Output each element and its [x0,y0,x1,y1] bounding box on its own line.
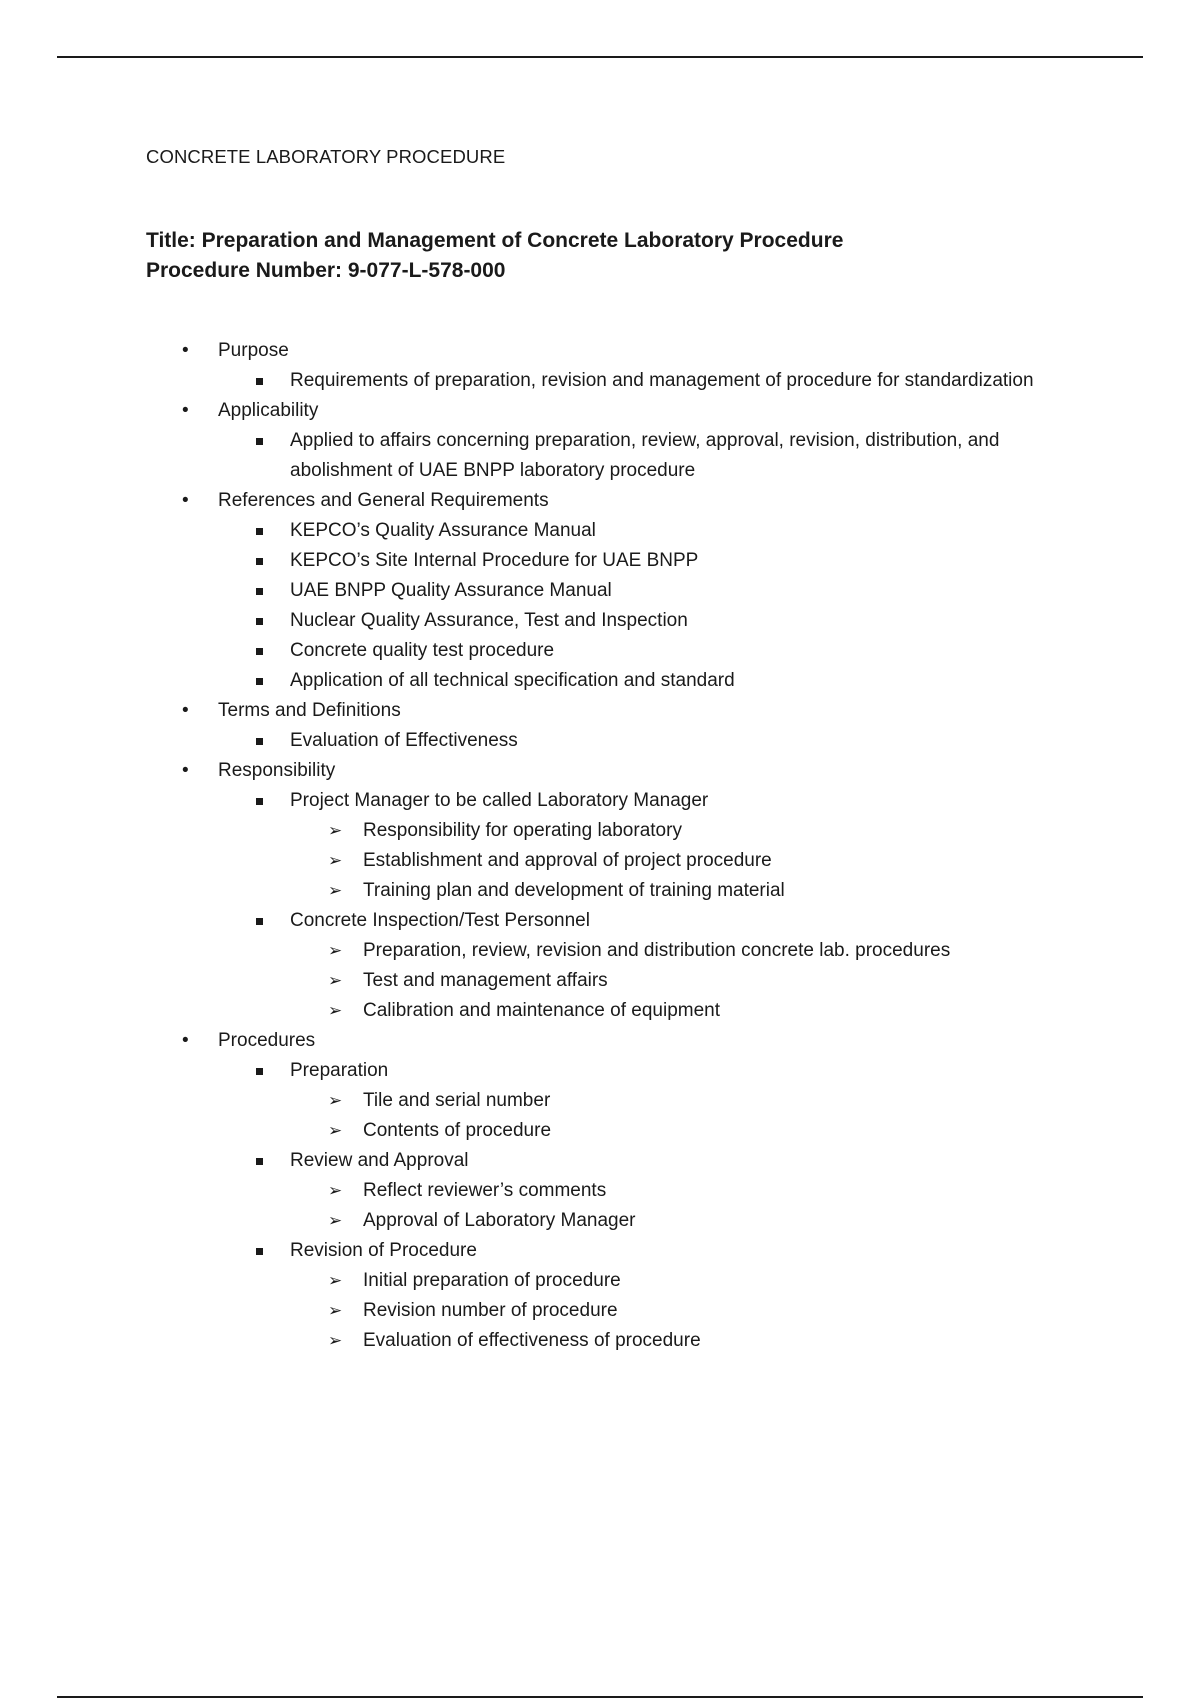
sub-list-item-label: Tile and serial number [363,1090,551,1111]
bullet-dot-icon: • [182,1030,189,1051]
arrow-bullet-icon: ➢ [328,1001,343,1020]
section-item [0,396,1200,426]
list-item [0,1056,1200,1086]
list-item-label: Review and Approval [290,1150,469,1171]
sub-list-item-label: Responsibility for operating laboratory [363,820,682,841]
sub-list-item-label: Revision number of procedure [363,1300,618,1321]
list-item-label: Revision of Procedure [290,1240,477,1261]
arrow-bullet-icon: ➢ [328,851,343,870]
sub-list-item [0,996,1200,1026]
list-item [0,906,1200,936]
section-item [0,486,1200,516]
list-item-label: Applied to affairs concerning preparation, review, approval, revision, distribution, and abolishment of UAE BNPP laboratory procedure [290,430,1000,481]
section-item-label: Responsibility [218,760,336,781]
list-item-label: Requirements of preparation, revision and management of procedure for standardization [290,370,1034,391]
sub-list-item-label: Preparation, review, revision and distribution concrete lab. procedures [363,940,951,961]
bullet-dot-icon: • [182,700,189,721]
list-item-label: UAE BNPP Quality Assurance Manual [290,580,612,601]
arrow-bullet-icon: ➢ [328,941,343,960]
section-item-label: Purpose [218,340,289,361]
list-item-label: Evaluation of Effectiveness [290,730,518,751]
sub-list-item [0,1086,1200,1116]
bottom-rule [57,1696,1143,1698]
sub-list-item [0,1266,1200,1296]
bullet-dot-icon: • [182,400,189,421]
section-item-label: Terms and Definitions [218,700,401,721]
bullet-dot-icon: • [182,490,189,511]
sub-list-item-label: Contents of procedure [363,1120,552,1141]
arrow-bullet-icon: ➢ [328,1331,343,1350]
list-item [0,1236,1200,1266]
arrow-bullet-icon: ➢ [328,971,343,990]
arrow-bullet-icon: ➢ [328,1121,343,1140]
sub-list-item [0,876,1200,906]
section-item-label: Applicability [218,400,319,421]
list-item [0,546,1200,576]
sub-list-item-label: Evaluation of effectiveness of procedure [363,1330,701,1351]
bullet-dot-icon: • [182,340,189,361]
bullet-dot-icon: • [182,760,189,781]
section-item [0,696,1200,726]
sub-list-item [0,816,1200,846]
sub-list-item-label: Establishment and approval of project procedure [363,850,772,871]
list-item [0,606,1200,636]
sub-list-item [0,1116,1200,1146]
arrow-bullet-icon: ➢ [328,821,343,840]
list-item-label: Concrete Inspection/Test Personnel [290,910,590,931]
section-item [0,1026,1200,1056]
sub-list-item [0,966,1200,996]
list-item-label: Application of all technical specification and standard [290,670,735,691]
arrow-bullet-icon: ➢ [328,1181,343,1200]
sub-list-item [0,1176,1200,1206]
arrow-bullet-icon: ➢ [328,881,343,900]
list-item [0,726,1200,756]
list-item [0,576,1200,606]
list-item [0,426,1200,486]
arrow-bullet-icon: ➢ [328,1271,343,1290]
list-item [0,516,1200,546]
list-item-label: Nuclear Quality Assurance, Test and Inspection [290,610,688,631]
list-item [0,636,1200,666]
arrow-bullet-icon: ➢ [328,1211,343,1230]
list-item [0,366,1200,396]
list-item-label: Preparation [290,1060,389,1081]
sub-list-item-label: Reflect reviewer’s comments [363,1180,607,1201]
procedure-outline [0,336,1200,1356]
sub-list-item [0,846,1200,876]
section-item [0,336,1200,366]
section-item-label: Procedures [218,1030,316,1051]
arrow-bullet-icon: ➢ [328,1301,343,1320]
document-header: CONCRETE LABORATORY PROCEDURE [146,146,506,167]
sub-list-item [0,1326,1200,1356]
document-title: Title: Preparation and Management of Concrete Laboratory Procedure [146,229,844,252]
section-item-label: References and General Requirements [218,490,549,511]
procedure-number: Procedure Number: 9-077-L-578-000 [146,259,506,282]
sub-list-item-label: Test and management affairs [363,970,608,991]
list-item-label: Concrete quality test procedure [290,640,555,661]
sub-list-item [0,1296,1200,1326]
sub-list-item-label: Approval of Laboratory Manager [363,1210,636,1231]
top-rule [57,56,1143,58]
list-item-label: KEPCO’s Site Internal Procedure for UAE BNPP [290,550,699,571]
list-item-label: Project Manager to be called Laboratory Manager [290,790,709,811]
section-item [0,756,1200,786]
sub-list-item-label: Initial preparation of procedure [363,1270,621,1291]
list-item [0,666,1200,696]
list-item [0,1146,1200,1176]
list-item-label: KEPCO’s Quality Assurance Manual [290,520,596,541]
arrow-bullet-icon: ➢ [328,1091,343,1110]
sub-list-item [0,936,1200,966]
list-item [0,786,1200,816]
sub-list-item-label: Training plan and development of training material [363,880,785,901]
sub-list-item [0,1206,1200,1236]
title-block [146,226,843,286]
sub-list-item-label: Calibration and maintenance of equipment [363,1000,721,1021]
